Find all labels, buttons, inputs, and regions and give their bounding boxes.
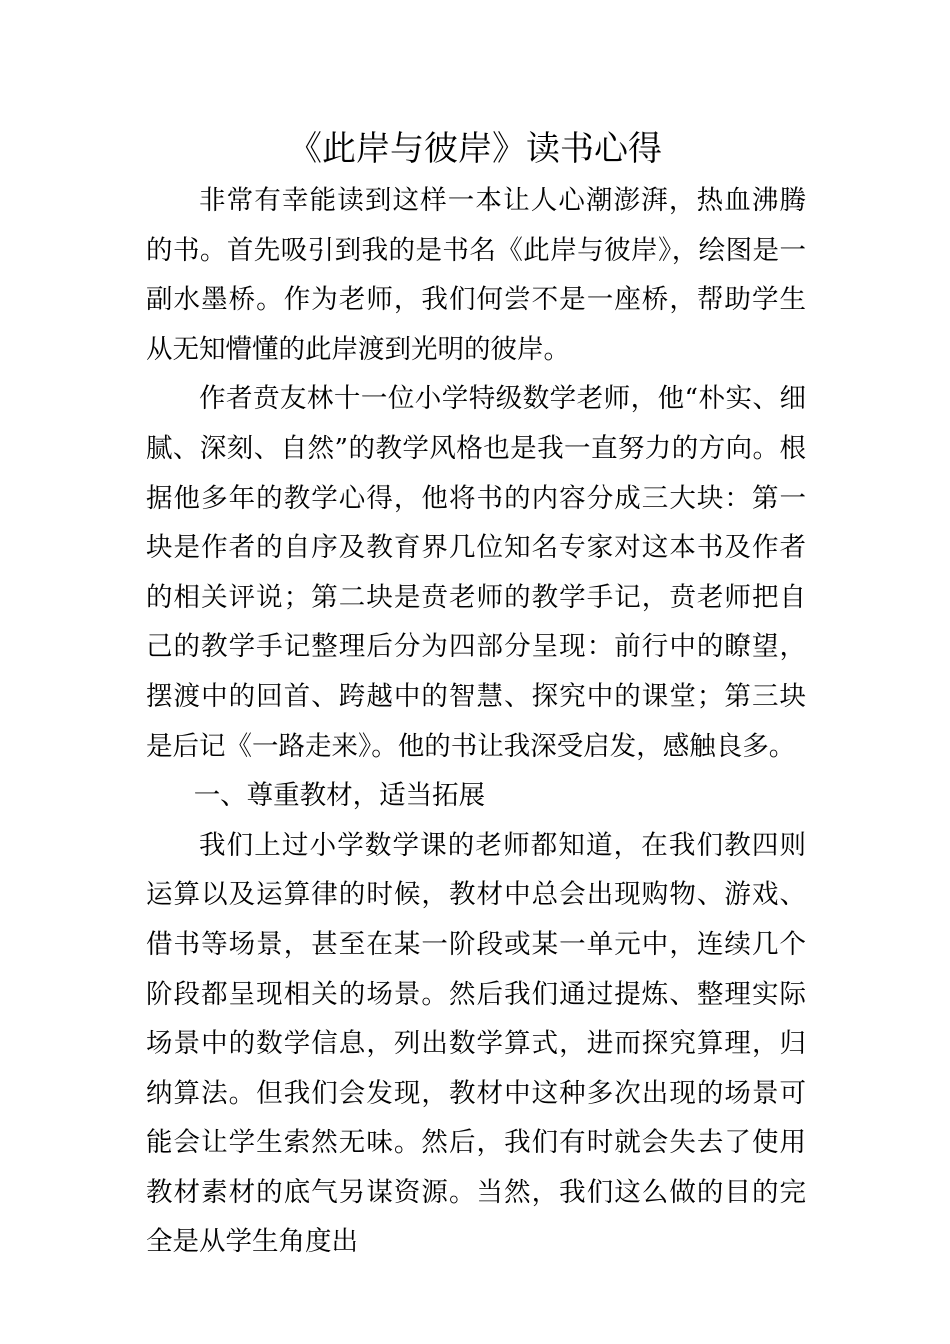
paragraph-textbook: 我们上过小学数学课的老师都知道，在我们教四则运算以及运算律的时候，教材中总会出现购物、游戏、借书等场景，甚至在某一阶段或某一单元中，连续几个阶段都呈现相关的场景。然后我们通过提炼、整理实际场景中的数学信息，列出数学算式，进而探究算理，归纳算法。但我们会发现，教材中这种多次出现的场景可能会让学生索然无味。然后，我们有时就会失去了使用教材素材的底气另谋资源。当然，我们这么做的目的完全是从学生角度出	[146, 829, 806, 1258]
document-title: 《此岸与彼岸》读书心得	[288, 129, 662, 169]
paragraph-author: 作者贲友林十一位小学特级数学老师，他“朴实、细腻、深刻、自然”的教学风格也是我一直努力的方向。根据他多年的教学心得，他将书的内容分成三大块：第一块是作者的自序及教育界几位知名专家对这本书及作者的相关评说；第二块是贲老师的教学手记，贲老师把自己的教学手记整理后分为四部分呈现：前行中的瞭望，摆渡中的回首、跨越中的智慧、探究中的课堂；第三块是后记《一路走来》。他的书让我深受启发，感触良多。	[146, 383, 806, 762]
document-body	[146, 176, 806, 1267]
section-heading: 一、尊重教材，适当拓展	[193, 780, 486, 812]
paragraph-intro: 非常有幸能读到这样一本让人心潮澎湃，热血沸腾的书。首先吸引到我的是书名《此岸与彼岸》，绘图是一副水墨桥。作为老师，我们何尝不是一座桥，帮助学生从无知懵懂的此岸渡到光明的彼岸。	[146, 185, 806, 365]
